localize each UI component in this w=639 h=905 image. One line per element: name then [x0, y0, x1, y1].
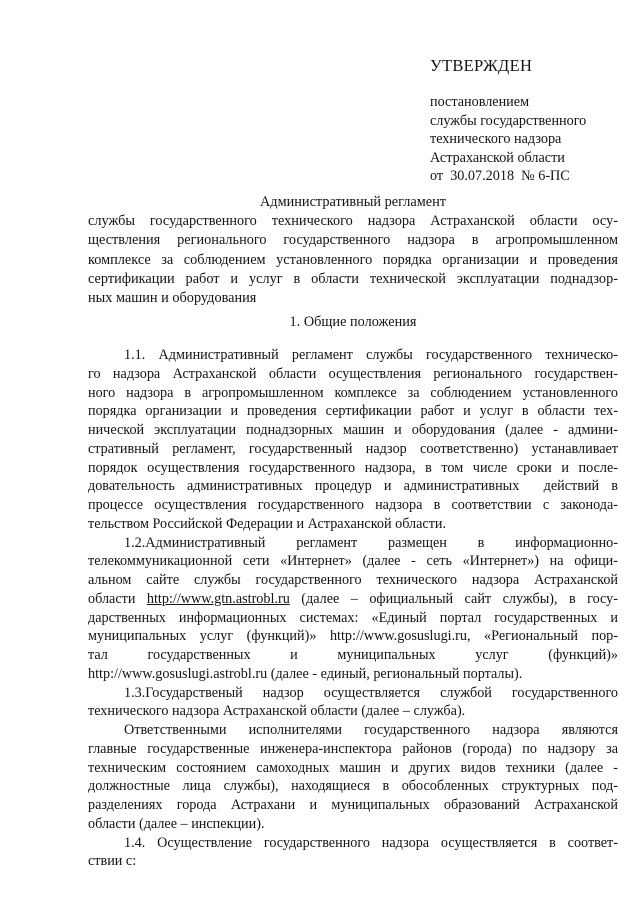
document-title: Административный регламент: [259, 194, 447, 210]
paragraph-line: процессе осуществления государственного надзора в соответствии с законода-: [88, 497, 618, 513]
heading-line: сертификации работ и услуг в области технической эксплуатации поднадзор-: [88, 270, 618, 287]
paragraph-line: ного надзора в агропромышленном комплексе за соблюдением установленного: [88, 384, 618, 401]
paragraph-line: тельством Российской Федерации и Астраханской области.: [88, 515, 447, 532]
approval-line: технического надзора: [430, 131, 562, 148]
paragraph-line: [88, 590, 618, 609]
paragraph-line: стративный регламент, государственный надзор соответственно) устанавливает: [88, 440, 618, 457]
paragraph-line: альном сайте службы государственного технического надзора Астраханской: [88, 572, 618, 588]
paragraph-line: техническим состоянием самоходных машин и других видов техники (далее -: [88, 759, 618, 776]
paragraph-line: 1.1. Административный регламент службы государственного техническо-: [124, 347, 618, 363]
section-title: 1. Общие положения: [289, 314, 417, 330]
heading-line: службы государственного технического надзора Астраханской области осу-: [88, 213, 618, 230]
paragraph-line: довательность административных процедур и административных действий в: [88, 478, 618, 495]
approval-line: Астраханской области: [430, 149, 565, 166]
paragraph-line: технического надзора Астраханской области (далее – служба).: [88, 703, 466, 720]
paragraph-line: 1.2.Административный регламент размещен в информационно-: [124, 534, 618, 551]
approval-block: [430, 93, 586, 186]
paragraph-line: нической эксплуатации поднадзорных машин и оборудования (далее - админи-: [88, 422, 618, 438]
paragraph-line: тал государственных и муниципальных услуг (функций)»: [88, 647, 618, 663]
paragraph-line: области (далее – инспекции).: [88, 815, 265, 832]
paragraph-line: го надзора Астраханской области осуществления регионального государствен-: [88, 365, 618, 382]
paragraph-text: области: [88, 590, 147, 607]
approval-date-number: от 30.07.2018 № 6-ПС: [430, 168, 570, 185]
paragraph-line: дарственных информационных системах: «Единый портал государственных и: [88, 609, 618, 626]
approval-title: УТВЕРЖДЕН: [430, 56, 533, 75]
paragraph-line: муниципальных услуг (функций)» http://www.gosuslugi.ru, «Региональный пор-: [88, 628, 618, 645]
paragraph-line: порядок осуществления государственного надзора, в том числе сроки и после-: [88, 459, 618, 476]
heading-line: комплексе за соблюдением установленного порядка организации и проведения: [88, 251, 618, 268]
paragraph-line: должностные лица службы), находящиеся в обособленных структурных под-: [88, 778, 618, 795]
paragraph-line: порядка организации и проведения сертификации работ и услуг в области тех-: [88, 403, 618, 420]
heading-line: ных машин и оборудования: [88, 290, 257, 307]
approval-line: службы государственного: [430, 112, 587, 129]
paragraph-line: телекоммуникационной сети «Интернет» (далее - сеть «Интернет») на офици-: [88, 553, 618, 570]
paragraph-line: Ответственными исполнителями государственного надзора являются: [124, 722, 618, 738]
paragraph-line: 1.3.Государственый надзор осуществляется службой государственного: [124, 684, 618, 701]
official-site-link[interactable]: http://www.gtn.astrobl.ru: [146, 590, 290, 607]
paragraph-line: 1.4. Осуществление государственного надзора осуществляется в соответ-: [124, 834, 618, 851]
document-body: [88, 346, 618, 871]
paragraph-line: разделениях города Астрахани и муниципальных образований Астраханской: [88, 797, 618, 813]
document-heading: [88, 193, 618, 308]
paragraph-line: http://www.gosuslugi.astrobl.ru (далее - единый, региональный порталы).: [88, 665, 523, 682]
approval-line: постановлением: [430, 94, 530, 110]
heading-line: ществления регионального государственного надзора в агропромышленном: [88, 232, 618, 249]
paragraph-line: ствии с:: [88, 853, 137, 870]
paragraph-line: главные государственные инженера-инспектора районов (города) по надзору за: [88, 740, 618, 757]
paragraph-text: (далее – официальный сайт службы), в госу-: [289, 590, 618, 607]
